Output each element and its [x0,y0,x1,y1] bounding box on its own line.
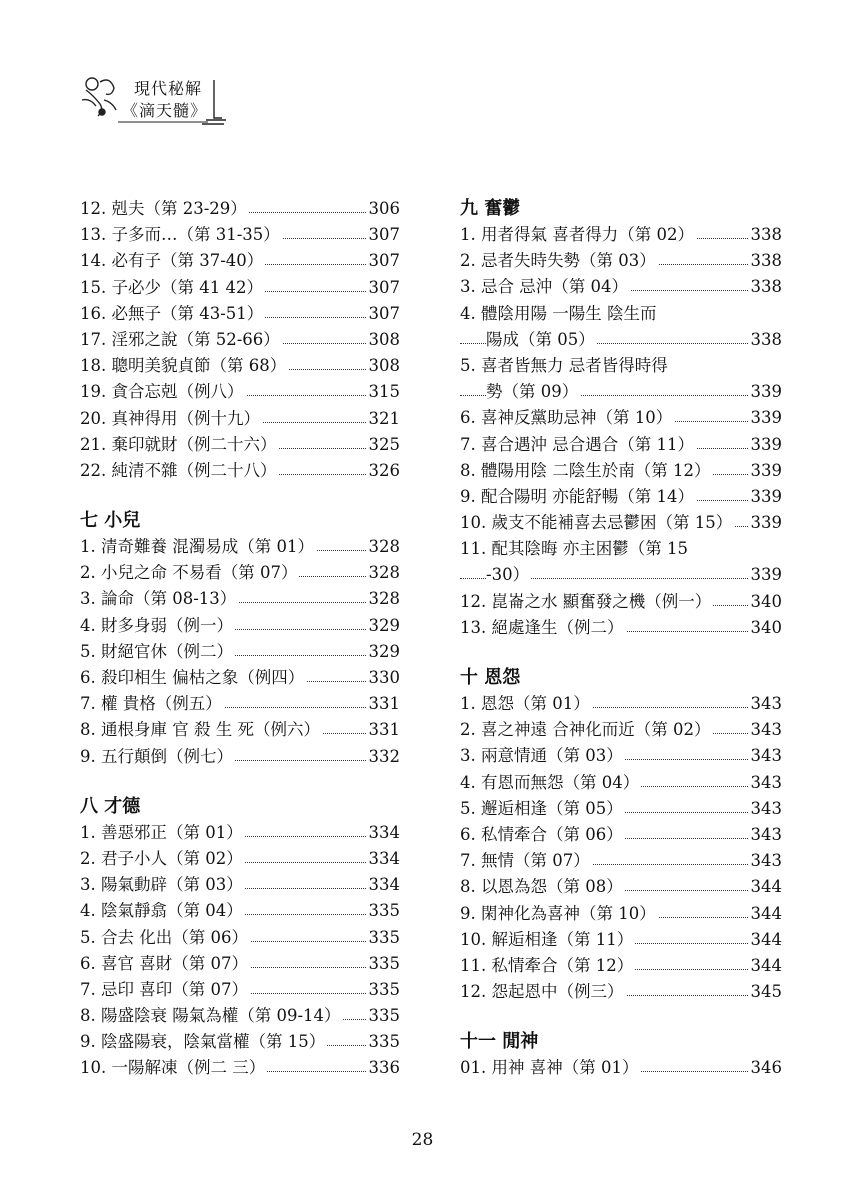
toc-entry-title: 10. 一陽解凍（例二 三） [80,1055,267,1081]
toc-entry-title: 8. 體陽用陰 二陰生於南（第 12） [460,458,712,484]
toc-entry-title: 1. 清奇難養 混濁易成（第 01） [80,534,316,560]
toc-entry-title: 2. 小兒之命 不易看（第 07） [80,560,299,586]
toc-entry-title: 13. 子多而…（第 31-35） [80,222,282,248]
toc-entry [460,458,782,484]
toc-entry [80,248,400,274]
toc-entry-title: 4. 有恩而無怨（第 04） [460,770,641,796]
section-gap [80,484,400,508]
toc-entry-title: 7. 權 貴格（例五） [80,691,224,717]
toc-entry-page: 307 [367,248,401,274]
toc-entry-title: 7. 喜合遇沖 忌合遇合（第 11） [460,432,696,458]
toc-entry-title: 3. 論命（第 08-13） [80,586,238,612]
toc-entry [80,613,400,639]
toc-entry-page: 335 [367,898,401,924]
toc-entry-title: 3. 忌合 忌沖（第 04） [460,274,630,300]
toc-entry-title: 2. 君子小人（第 02） [80,846,245,872]
toc-entry-page: 329 [367,639,401,665]
toc-entry-page: 335 [367,1029,401,1055]
toc-entry-page: 336 [367,1055,401,1081]
toc-left-column [80,196,400,1082]
toc-entry [80,898,400,924]
section-title: 十一 閒神 [460,1031,539,1053]
toc-entry-page: 335 [367,977,401,1003]
toc-entry [460,301,782,327]
toc-entry-page: 326 [367,458,401,484]
toc-entry [460,615,782,641]
toc-entry [80,846,400,872]
toc-entry-page: 344 [749,874,783,900]
toc-entry [80,560,400,586]
toc-entry [460,432,782,458]
toc-entry-title: 13. 絕處逢生（例二） [460,615,626,641]
toc-entry [460,536,782,562]
toc-entry-title: 5. 合去 化出（第 06） [80,925,250,951]
toc-entry-page: 339 [749,379,783,405]
toc-entry-page: 328 [367,560,401,586]
toc-entry [80,222,400,248]
toc-entry-title: 1. 善惡邪正（第 01） [80,820,245,846]
toc-entry [460,822,782,848]
toc-entry-page: 306 [367,196,401,222]
toc-entry [460,353,782,379]
toc-entry-page: 344 [749,927,783,953]
toc-entry-title: 4. 陰氣靜翕（第 04） [80,898,245,924]
toc-entry [460,405,782,431]
toc-entry-page: 325 [367,432,401,458]
toc-entry [80,639,400,665]
toc-entry-title: 6. 喜官 喜財（第 07） [80,951,250,977]
toc-entry-page: 339 [749,405,783,431]
toc-entry-page: 338 [749,274,783,300]
toc-entry-title: 11. 配其陰晦 亦主困鬱（第 15 [460,536,690,562]
section-gap [80,770,400,794]
toc-right-column [460,196,782,1081]
toc-entry [460,874,782,900]
section-title: 八 才德 [80,795,141,817]
toc-entry-page: 340 [749,615,783,641]
toc-entry-page: 343 [749,717,783,743]
toc-entry [80,1003,400,1029]
toc-entry-title: 8. 陽盛陰衰 陽氣為權（第 09-14） [80,1003,343,1029]
toc-entry-page: 343 [749,796,783,822]
toc-entry-page: 331 [367,691,401,717]
toc-entry-title: 19. 貪合忘剋（例八） [80,379,246,405]
toc-entry-title: 20. 真神得用（例十九） [80,406,262,432]
toc-entry-title: 6. 喜神反黨助忌神（第 10） [460,405,674,431]
toc-entry-page: 332 [367,744,401,770]
toc-entry-page: 335 [367,925,401,951]
header-title-line1: 現代秘解 [134,79,203,98]
toc-entry-page: 343 [749,691,783,717]
toc-entry-title: 1. 用者得氣 喜者得力（第 02） [460,222,696,248]
toc-entry-title: 7. 無情（第 07） [460,848,592,874]
toc-entry-page: 334 [367,846,401,872]
toc-entry [460,379,782,405]
toc-entry-page: 331 [367,717,401,743]
toc-entry-title: 14. 必有子（第 37-40） [80,248,265,274]
toc-entry [80,353,400,379]
toc-entry-title: 8. 以恩為怨（第 08） [460,874,625,900]
section-gap [460,641,782,665]
toc-entry [80,432,400,458]
toc-entry-page: 330 [367,665,401,691]
toc-entry-title: 9. 閑神化為喜神（第 10） [460,901,658,927]
toc-entry-title: 4. 財多身弱（例一） [80,613,235,639]
toc-entry-title: 9. 陰盛陽衰，陰氣當權（第 15） [80,1029,327,1055]
toc-entry-page: 343 [749,743,783,769]
toc-entry-title: 6. 殺印相生 偏枯之象（例四） [80,665,306,691]
toc-entry [80,458,400,484]
toc-entry-page: 345 [749,979,783,1005]
toc-entry [80,717,400,743]
toc-entry [460,327,782,353]
section-title: 九 奮鬱 [460,198,521,219]
toc-entry-title: 01. 用神 喜神（第 01） [460,1055,640,1081]
toc-entry [460,770,782,796]
toc-entry-title: 4. 體陰用陽 一陽生 陰生而 [460,301,658,327]
toc-entry-page: 334 [367,820,401,846]
toc-entry [80,534,400,560]
toc-entry [460,589,782,615]
toc-entry [80,1055,400,1081]
toc-entry-title: 12. 崑崙之水 顯奮發之機（例一） [460,589,713,615]
toc-entry [460,484,782,510]
section-gap [460,1005,782,1029]
toc-entry [80,327,400,353]
toc-entry-page: 334 [367,872,401,898]
toc-entry-page: 307 [367,301,401,327]
toc-entry-page: 339 [749,432,783,458]
toc-entry [80,977,400,1003]
toc-entry-page: 338 [749,327,783,353]
toc-entry-title: 15. 子必少（第 41 42） [80,275,265,301]
toc-entry-title: 10. 解逅相逢（第 11） [460,927,635,953]
toc-entry-page: 335 [367,1003,401,1029]
toc-entry-page: 308 [367,327,401,353]
toc-entry [80,691,400,717]
toc-entry [460,717,782,743]
toc-entry-title: 勢（第 09） [486,379,580,405]
section-title: 十 恩怨 [460,667,521,688]
toc-entry-page: 329 [367,613,401,639]
toc-entry-title: 11. 私情牽合（第 12） [460,953,635,979]
toc-entry [460,562,782,588]
toc-entry [460,901,782,927]
running-header [78,70,228,130]
toc-entry-title: 21. 棄印就財（例二十六） [80,432,279,458]
toc-entry [460,743,782,769]
toc-entry-page: 343 [749,822,783,848]
toc-entry-title: 5. 財絕官休（例二） [80,639,235,665]
toc-entry-page: 339 [749,510,783,536]
toc-entry [460,691,782,717]
toc-entry [460,979,782,1005]
toc-entry [80,925,400,951]
toc-entry [80,301,400,327]
toc-entry-page: 328 [367,586,401,612]
toc-entry [80,196,400,222]
toc-entry-title: 1. 恩怨（第 01） [460,691,592,717]
toc-entry [80,1029,400,1055]
toc-entry-page: 338 [749,222,783,248]
toc-entry-page: 321 [367,406,401,432]
toc-entry-title: 5. 喜者皆無力 忌者皆得時得 [460,353,670,379]
toc-entry [80,951,400,977]
toc-entry [460,222,782,248]
toc-entry-title: 6. 私情牽合（第 06） [460,822,625,848]
toc-entry [460,1055,782,1081]
toc-entry [80,275,400,301]
toc-entry-title: 17. 淫邪之說（第 52-66） [80,327,282,353]
toc-entry-title: 5. 邂逅相逢（第 05） [460,796,625,822]
toc-entry-page: 340 [749,589,783,615]
toc-entry-title: -30） [486,562,531,588]
toc-entry-title: 9. 配合陽明 亦能舒暢（第 14） [460,484,696,510]
toc-entry [460,796,782,822]
toc-entry-title: 16. 必無子（第 43-51） [80,301,265,327]
toc-entry-title: 18. 聰明美貌貞節（第 68） [80,353,288,379]
toc-entry-title: 22. 純清不雜（例二十八） [80,458,279,484]
toc-entry-title: 7. 忌印 喜印（第 07） [80,977,250,1003]
toc-entry-title: 陽成（第 05） [486,327,597,353]
toc-entry [80,872,400,898]
toc-entry-page: 339 [749,484,783,510]
toc-entry-page: 338 [749,248,783,274]
toc-entry-title: 12. 怨起恩中（例三） [460,979,626,1005]
toc-entry [80,820,400,846]
toc-entry [80,744,400,770]
toc-entry [80,406,400,432]
toc-entry-title: 8. 通根身庫 官 殺 生 死（例六） [80,717,322,743]
toc-entry-title: 9. 五行顛倒（例七） [80,744,235,770]
toc-entry [80,665,400,691]
toc-entry-title: 2. 喜之神遠 合神化而近（第 02） [460,717,712,743]
toc-entry-page: 307 [367,222,401,248]
toc-entry [460,953,782,979]
toc-entry-page: 343 [749,770,783,796]
toc-entry-title: 3. 陽氣動辟（第 03） [80,872,245,898]
toc-entry-page: 343 [749,848,783,874]
toc-entry-page: 307 [367,275,401,301]
toc-entry-page: 335 [367,951,401,977]
toc-entry-page: 346 [749,1055,783,1081]
toc-entry-page: 339 [749,562,783,588]
toc-entry [80,379,400,405]
page-number: 28 [411,1130,434,1150]
toc-entry-page: 344 [749,901,783,927]
toc-entry [460,848,782,874]
toc-entry-page: 339 [749,458,783,484]
toc-entry [460,510,782,536]
section-title: 七 小兒 [80,510,141,532]
toc-entry-title: 2. 忌者失時失勢（第 03） [460,248,658,274]
toc-entry-page: 308 [367,353,401,379]
toc-entry [460,274,782,300]
toc-entry-page: 328 [367,534,401,560]
header-title-line2: 《滴天髓》 [122,101,208,120]
toc-entry-page: 315 [367,379,401,405]
toc-entry-title: 12. 剋夫（第 23-29） [80,196,249,222]
toc-entry-title: 10. 歲支不能補喜去忌鬱困（第 15） [460,510,734,536]
toc-entry-page: 344 [749,953,783,979]
toc-entry-title: 3. 兩意情通（第 03） [460,743,625,769]
toc-entry [460,248,782,274]
toc-entry [460,927,782,953]
toc-entry [80,586,400,612]
